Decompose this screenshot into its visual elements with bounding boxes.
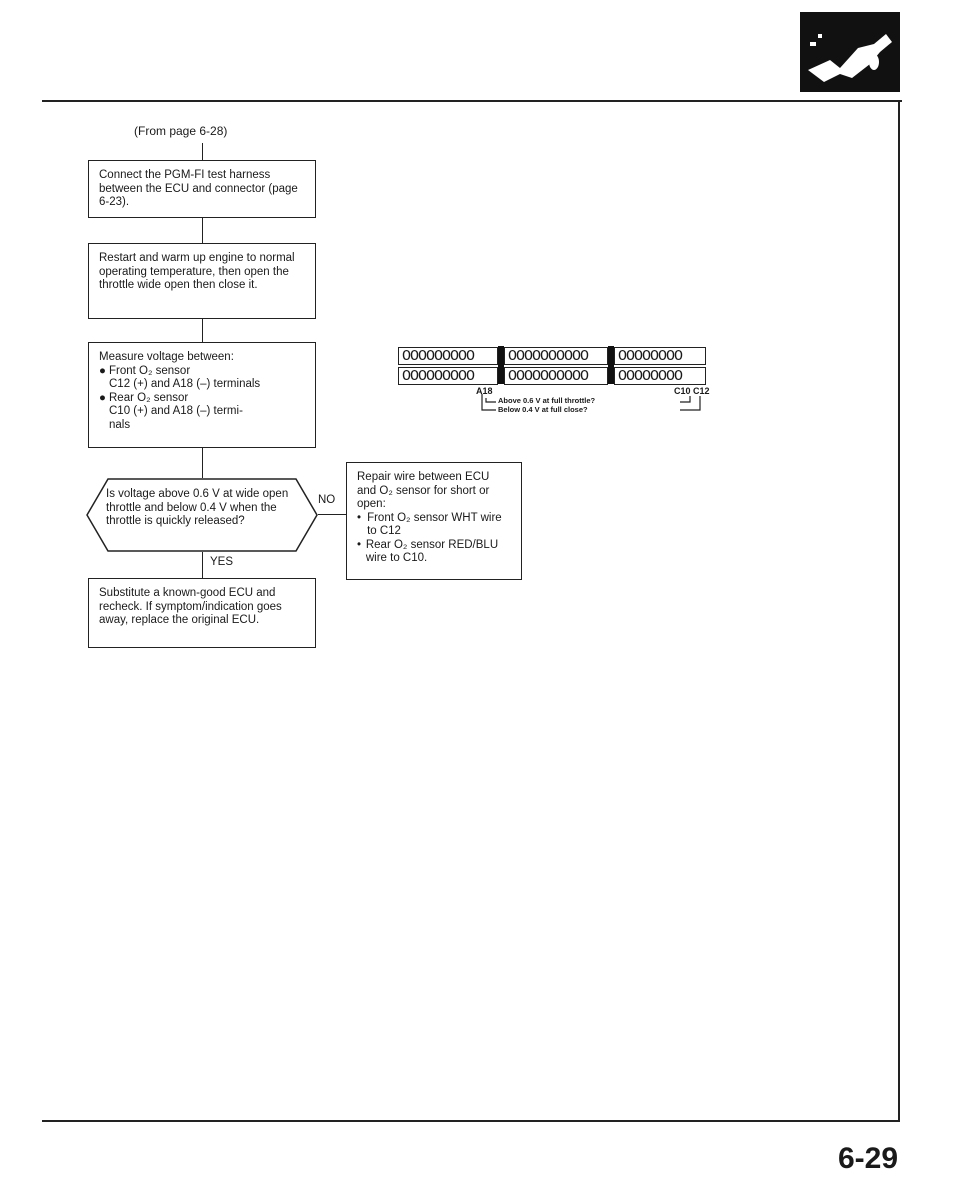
bullet-icon: • [357,538,362,551]
frame-right-rule [898,100,900,1120]
connector-line [202,143,203,160]
connector-block-c-row1: OOOOOOOO [614,347,706,365]
bullet-icon: ● [99,364,106,377]
header-rule [42,100,902,102]
bullet-icon: • [357,511,362,524]
connector-block-b-row2: OOOOOOOOOO [504,367,608,385]
decision-text: Is voltage above 0.6 V at wide open throttle and below 0.4 V when the throttle is quickly released? [106,488,289,527]
fuel-nozzle-icon [800,12,900,92]
step-connect-harness: Connect the PGM-FI test harness between the ECU and connector (page 6-23). [88,160,316,218]
no-label: NO [318,494,336,506]
connector-line [202,448,203,478]
repair-item-front: • Front O₂ sensor WHT wire to C12 [357,511,502,537]
step-substitute-ecu: Substitute a known-good ECU and recheck. If symptom/indication goes away, replace the original ECU. [88,578,316,648]
measure-title: Measure voltage between: [99,351,234,363]
label-c10-c12: C10 C12 [674,386,710,396]
yes-label: YES [210,556,234,568]
connector-line [202,218,203,243]
label-a18: A18 [476,386,493,396]
step-repair-wire [346,462,522,580]
note-below-full-close: Below 0.4 V at full close? [498,405,588,414]
page-number: 6-29 [837,1142,898,1175]
connector-line [202,319,203,342]
no-branch-line [318,514,346,515]
step-warm-up-engine: Restart and warm up engine to normal operating temperature, then open the throttle wide open then close it. [88,243,316,319]
step-measure-voltage [88,342,316,448]
connector-block-c-row2: OOOOOOOO [614,367,706,385]
measure-item-front: ● Front O₂ sensor C12 (+) and A18 (–) terminals [99,364,261,390]
connector-block-a-row2: OOOOOOOOO [398,367,498,385]
note-above-full-throttle: Above 0.6 V at full throttle? [498,396,596,405]
measure-item-rear: ● Rear O₂ sensor C10 (+) and A18 (–) termi- nals [99,391,243,431]
bullet-icon: ● [99,391,106,404]
yes-branch-line [202,552,203,578]
connector-block-a-row1: OOOOOOOOO [398,347,498,365]
footer-rule [42,1120,900,1122]
connector-block-b-row1: OOOOOOOOOO [504,347,608,365]
repair-title: Repair wire between ECU and O₂ sensor for short or open: [357,471,490,510]
repair-item-rear: • Rear O₂ sensor RED/BLU wire to C10. [357,538,499,564]
from-page-label: (From page 6-28) [134,124,228,138]
